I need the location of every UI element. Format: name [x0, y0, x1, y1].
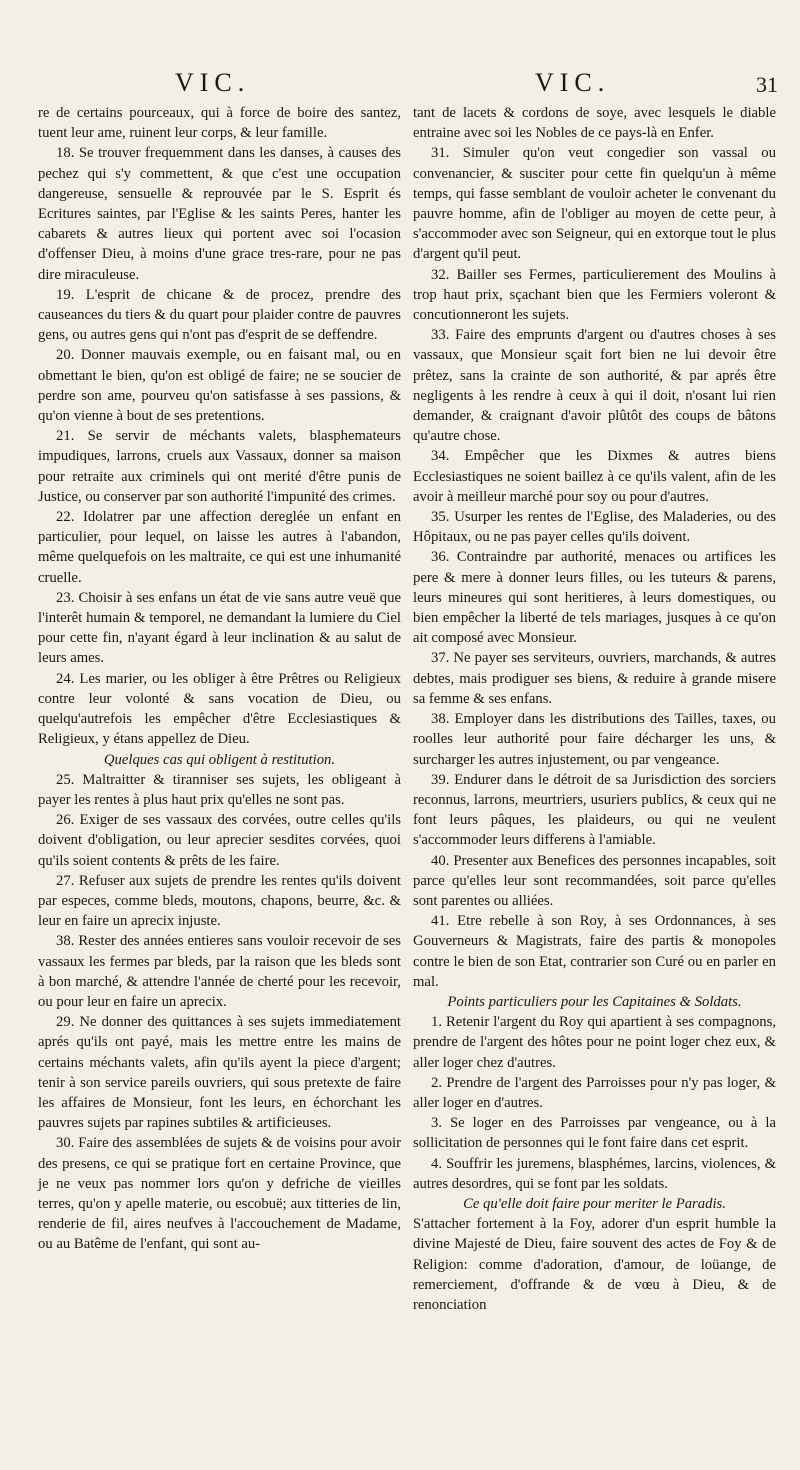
section-heading: Points particuliers pour les Capitaines & Soldats.	[447, 993, 742, 1010]
running-head-right: VIC.	[535, 68, 611, 97]
section-heading: Quelques cas qui obligent à restitution.	[103, 751, 336, 768]
paragraph: 18. Se trouver frequemment dans les danses, à causes des pechez qui s'y commettent, & que c'est une occupation dangereuse, sensuelle & reprouvée par le S. Esprit és Ecritures saintes, par l'Eglise & les saints Peres, hanter les cabarets & autres lieux qui portent avec soi l'ocasion d'offenser Dieu, à moins d'une grace tres-rare, pour ne pas dire miraculeuse.	[38, 145, 401, 283]
paragraph: tant de lacets & cordons de soye, avec lesquels le diable entraine avec soi les Nobles de ce pays-là en Enfer.	[413, 105, 776, 142]
paragraph: S'attacher fortement à la Foy, adorer d'un esprit humble la divine Majesté de Dieu, faire souvent des actes de Foy & de Religion: comme d'adoration, d'amour, de loüange, de remerciement, d'offrande & de vœu à Dieu, & de renonciation	[413, 1216, 776, 1313]
paragraph: 1. Retenir l'argent du Roy qui apartient à ses compagnons, prendre de l'argent des hôtes pour ne point loger chez eux, & aller loger chez d'autres.	[413, 1014, 776, 1071]
paragraph: 24. Les marier, ou les obliger à être Prêtres ou Religieux contre leur volonté & sans vocation de Dieu, ou quelqu'autrefois les empêcher d'être Ecclesiastiques & Religieux, y étans appellez de Dieu.	[38, 670, 401, 748]
paragraph: 40. Presenter aux Benefices des personnes incapables, soit parce qu'elles leur sont recommandées, soit parce qu'elles sont parentes ou alliées.	[413, 852, 776, 909]
left-column	[38, 103, 401, 1255]
section-heading: Ce qu'elle doit faire pour meriter le Paradis.	[463, 1195, 726, 1212]
paragraph: 25. Maltraitter & tiranniser ses sujets, les obligeant à payer les rentes à plus haut prix qu'elles ne sont pas.	[38, 771, 401, 808]
paragraph: 20. Donner mauvais exemple, ou en faisant mal, ou en obmettant le bien, qu'on est obligé de faire; ne se soucier de perdre son ame, pourveu qu'on satisfasse à ses passions, & qu'on vienne à bout de ses pretentions.	[38, 347, 401, 425]
paragraph: 31. Simuler qu'on veut congedier son vassal ou convenancier, & susciter pour cette fin quelqu'un à même temps, qui fasse semblant de vouloir acheter le convenant du pauvre homme, afin de l'obliger au moyen de cette peur, à s'accommoder avec son Seigneur, qui en extorque tout le plus d'argent qu'il peut.	[413, 145, 776, 263]
paragraph: 30. Faire des assemblées de sujets & de voisins pour avoir des presens, ce qui se pratique fort en certaine Province, que je ne veux pas nommer lors qu'on y defriche de vieilles terres, qu'on y apelle materie, ou escobuë; aux titteries de lin, renderie de fil, aires neufves à l'accouchement de Madame, ou au Batême de l'enfant, qui sont au-	[38, 1135, 401, 1253]
paragraph: 33. Faire des emprunts d'argent ou d'autres choses à ses vassaux, que Monsieur sçait fort bien ne lui devoir être prêtez, sans la crainte de son authorité, & par aprés être negligents à les rendre à ceux à qui il doit, n'osant lui rien demander, & craignant d'avoir plûtôt des coups de bâtons qu'autre chose.	[413, 327, 776, 445]
running-head-left: VIC.	[175, 68, 251, 97]
paragraph: 4. Souffrir les juremens, blasphémes, larcins, violences, & autres desordres, qui se font par les soldats.	[413, 1155, 776, 1192]
page-number: 31	[756, 72, 778, 97]
paragraph: 2. Prendre de l'argent des Parroisses pour n'y pas loger, & aller loger en d'autres.	[413, 1074, 776, 1111]
paragraph: 38. Employer dans les distributions des Tailles, taxes, ou roolles leur authorité pour faire décharger les uns, & surcharger les autres injustement, ou par vengeance.	[413, 711, 776, 768]
paragraph: 29. Ne donner des quittances à ses sujets immediatement aprés qu'ils ont payé, mais les mettre entre les mains de certains méchants valets, afin qu'ils ayent la piece d'argent; tenir à son service pareils ouvriers, qui sous pretexte de faire les affaires de Monsieur, font les leurs, en échorchant les pauvres sujets par rapines subtiles & artificieuses.	[38, 1014, 401, 1132]
paragraph: 34. Empêcher que les Dixmes & autres biens Ecclesiastiques ne soient baillez à ce qu'ils valent, afin de les avoir à meilleur marché pour soy ou pour d'autres.	[413, 448, 776, 505]
paragraph: 36. Contraindre par authorité, menaces ou artifices les pere & mere à donner leurs filles, ou les tuteurs & parens, leurs mineures qui sont heritieres, à leurs domestiques, ou bien empêcher la liberté de tels mariages, jusques à ce qu'on ait composé avec Monsieur.	[413, 549, 776, 647]
paragraph: 19. L'esprit de chicane & de procez, prendre des causeances du tiers & du quart pour plaider contre de pauvres gens, ou autres gens qui n'ont pas d'esprit de se deffendre.	[38, 286, 401, 344]
paragraph: 3. Se loger en des Parroisses par vengeance, ou à la sollicitation de personnes qui le font faire dans cet esprit.	[413, 1115, 776, 1152]
paragraph: 39. Endurer dans le détroit de sa Jurisdiction des sorciers reconnus, larrons, meurtriers, usuriers publics, & ceux qui ne font leurs pâques, les plaideurs, ou qui ne veulent s'accommoder leurs differens à l'amiable.	[413, 771, 776, 849]
paragraph: 21. Se servir de méchants valets, blasphemateurs impudiques, larrons, cruels aux Vassaux, donner sa maison pour retraite aux criminels qui ont merité d'être punis de Justice, ou conserver par son authorité l'impunité des crimes.	[38, 428, 401, 505]
paragraph: 22. Idolatrer par une affection dereglée un enfant en particulier, pour lequel, on laisse les autres à l'abandon, même quelquefois on les maltraite, ce qui est une inhumanité cruelle.	[38, 509, 401, 586]
paragraph: 27. Refuser aux sujets de prendre les rentes qu'ils doivent par especes, comme bleds, moutons, chapons, beurre, &c. & leur en faire un aprecix injuste.	[38, 872, 401, 930]
paragraph: 37. Ne payer ses serviteurs, ouvriers, marchands, & autres debtes, mais prodiguer ses biens, & reduire à grande misere sa femme & ses enfans.	[413, 650, 776, 707]
paragraph: 41. Etre rebelle à son Roy, à ses Ordonnances, à ses Gouverneurs & Magistrats, faire des partis & monopoles contre le bien de son Etat, contrarier son Curé ou en parler en mal.	[413, 913, 776, 990]
paragraph: 23. Choisir à ses enfans un état de vie sans autre veuë que l'interêt humain & temporel, ne demandant la lumiere du Ciel pour cette fin, n'ayant égard à leur inclination & au salut de leurs ames.	[38, 589, 401, 667]
paragraph: 35. Usurper les rentes de l'Eglise, des Maladeries, ou des Hôpitaux, ou ne pas payer celles qu'ils doivent.	[413, 509, 776, 546]
paragraph: 26. Exiger de ses vassaux des corvées, outre celles qu'ils doivent d'obligation, ou leur aprecier sesdites corvées, quoi qu'ils soient contents & prêts de les faire.	[38, 812, 401, 869]
right-column	[413, 103, 776, 1315]
paragraph: 38. Rester des années entieres sans vouloir recevoir de ses vassaux les fermes par bleds, par la raison que les bleds sont à bon marché, & attendre l'année de cherté pour les recevoir, ou pour leur en faire un aprecix.	[38, 933, 401, 1010]
paragraph: re de certains pourceaux, qui à force de boire des santez, tuent leur ame, ruinent leur corps, & leur famille.	[38, 105, 401, 142]
paragraph: 32. Bailler ses Fermes, particulierement des Moulins à trop haut prix, sçachant bien que les Fermiers voleront & concutionneront les sujets.	[413, 266, 776, 324]
